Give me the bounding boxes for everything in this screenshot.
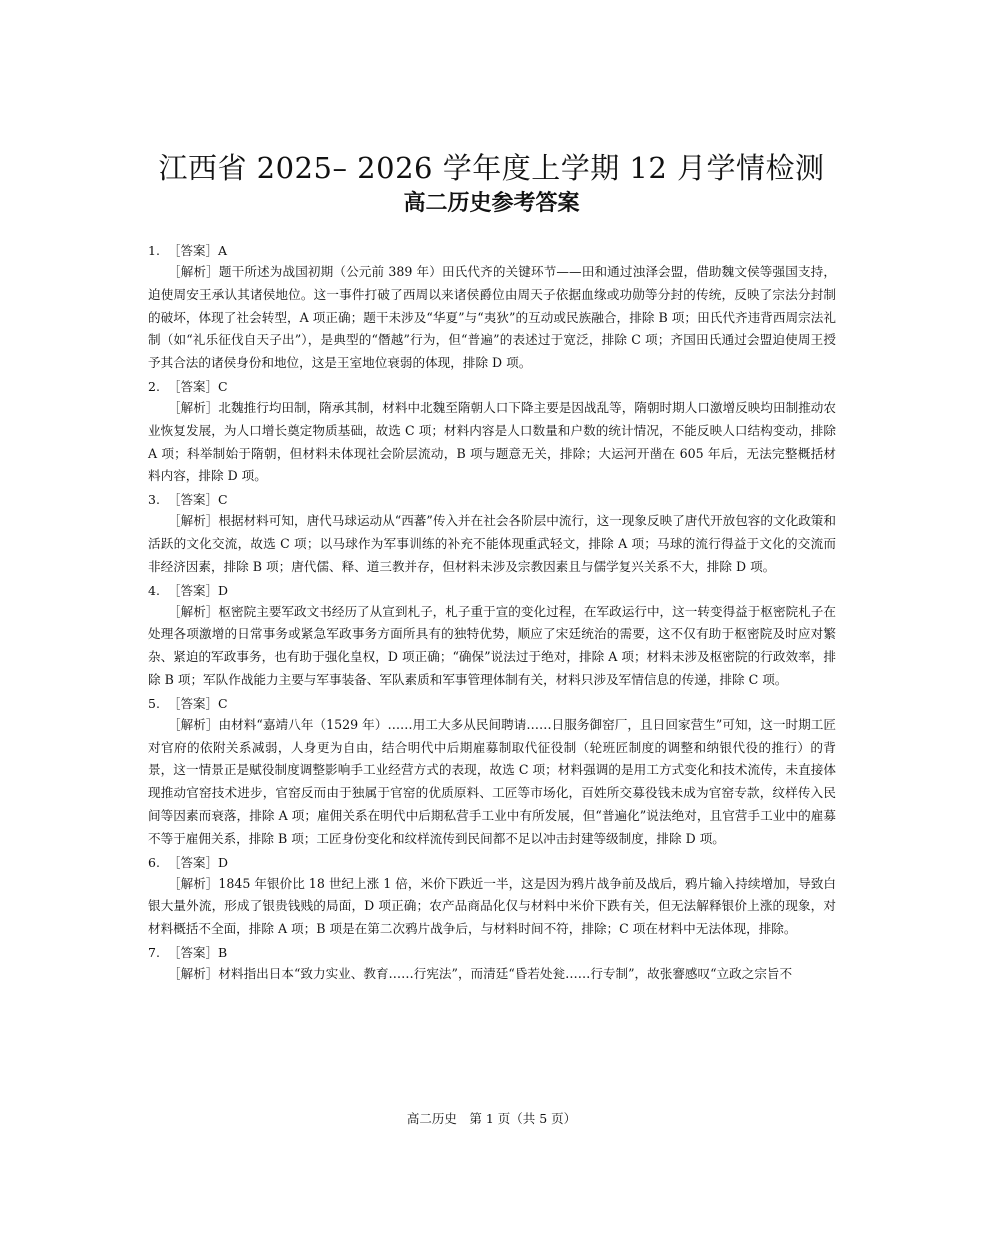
question-number: 4.: [148, 582, 160, 598]
question-number: 1.: [148, 243, 160, 258]
question-number: 2.: [148, 378, 160, 394]
answer-line: [148, 489, 836, 510]
question-2: [148, 376, 836, 488]
answer-line: [148, 240, 836, 261]
question-number: 5.: [148, 695, 160, 711]
answer-text: ［答案］D: [168, 582, 229, 598]
question-7: [148, 942, 836, 986]
question-1: [148, 240, 836, 375]
analysis-text: ［解析］北魏推行均田制，隋承其制，材料中北魏至隋朝人口下降主要是因战乱等，隋朝时期人口激增反映均田制推动农业恢复发展，为人口增长奠定物质基础，故选 C 项；材料内容是人口数量和户数的统计情况，不能反映人口结构变动，排除 A 项；科举制始于隋朝，但材料未体现社会阶层流动，B 项与题意无关，排除；大运河开凿在 605 年后，无法完整概括材料内容，排除 D 项。: [148, 399, 836, 484]
page-title: 江西省 2025– 2026 学年度上学期 12 月学情检测: [158, 151, 825, 185]
answer-text: ［答案］C: [168, 378, 228, 394]
question-number: 3.: [148, 492, 160, 508]
question-number: 7.: [148, 944, 160, 960]
question-4: [148, 580, 836, 692]
answer-text: ［答案］D: [168, 854, 229, 870]
answer-line: [148, 376, 836, 397]
answer-text: ［答案］A: [168, 243, 228, 258]
page-footer: 高二历史 第 1 页（共 5 页）: [406, 1111, 577, 1126]
analysis-text: ［解析］根据材料可知，唐代马球运动从“西蕃”传入并在社会各阶层中流行，这一现象反映了唐代开放包容的文化政策和活跃的文化交流，故选 C 项；以马球作为军事训练的补充不能体现重武轻文，排除 A 项；马球的流行得益于文化的交流而非经济因素，排除 B 项；唐代儒、释、道三教并存，但材料未涉及宗教因素且与儒学复兴关系不大，排除 D 项。: [148, 513, 836, 574]
answer-text: ［答案］C: [168, 695, 228, 711]
analysis-text: ［解析］由材料“嘉靖八年（1529 年）……用工大多从民间聘请……日服务御窑厂，且日回家营生”可知，这一时期工匠对官府的依附关系减弱，人身更为自由，结合明代中后期雇募制取代征役制（轮班匠制度的调整和纳银代役的推行）的背景，这一情景正是赋役制度调整影响手工业经营方式的表现，故选 C 项；材料强调的是用工方式变化和技术流传，未直接体现推动官窑技术进步，官窑反而由于独属于官窑的优质原料、工匠等市场化，百姓所交募役钱未成为官窑专款，纹样传入民间等因素而衰落，排除 A 项；雇佣关系在明代中后期私营手工业中有所发展，但“普遍化”说法绝对，且官营手工业中的雇募不等于雇佣关系，排除 B 项；工匠身份变化和纹样流传到民间都不足以冲击封建等级制度，排除 D 项。: [148, 716, 836, 846]
answer-line: [148, 580, 836, 601]
analysis-text: ［解析］1845 年银价比 18 世纪上涨 1 倍，米价下跌近一半，这是因为鸦片战争前及战后，鸦片输入持续增加，导致白银大量外流，形成了银贵钱贱的局面，D 项正确；农产品商品化仅与材料中米价下跌有关，但无法解释银价上涨的现象，对材料概括不全面，排除 A 项；B 项是在第二次鸦片战争后，与材料时间不符，排除；C 项在材料中无法体现，排除。: [148, 875, 837, 937]
answer-text: ［答案］C: [168, 492, 228, 508]
analysis-text: ［解析］题干所述为战国初期（公元前 389 年）田氏代齐的关键环节——田和通过浊泽会盟，借助魏文侯等强国支持，迫使周安王承认其诸侯地位。这一事件打破了西周以来诸侯爵位由周天子依据血缘或功勋等分封的传统，反映了宗法分封制的破坏，体现了社会转型，A 项正确；题干未涉及“华夏”与“夷狄”的互动或民族融合，排除 B 项；田氏代齐违背西周宗法礼制（如“礼乐征伐自天子出”），是典型的“僭越”行为，但“普遍”的表述过于宽泛，排除 C 项；齐国田氏通过会盟迫使周王授予其合法的诸侯身份和地位，这是王室地位衰弱的体现，排除 D 项。: [148, 264, 836, 371]
question-6: [148, 852, 836, 941]
question-number: 6.: [148, 854, 160, 870]
answer-line: [148, 852, 836, 873]
answer-text: ［答案］B: [168, 944, 228, 960]
answer-line: [148, 942, 836, 963]
page-subtitle: 高二历史参考答案: [403, 191, 580, 216]
question-5: [148, 693, 836, 851]
analysis-text: ［解析］材料指出日本“致力实业、教育……行宪法”，而清廷“昏若处瓮……行专制”，故张謇感叹“立政之宗旨不: [168, 965, 793, 981]
answer-line: [148, 693, 836, 714]
analysis-text: ［解析］枢密院主要军政文书经历了从宣到札子，札子重于宣的变化过程，在军政运行中，这一转变得益于枢密院札子在处理各项激增的日常事务或紧急军政事务方面所具有的独特优势，顺应了宋廷统治的需要，这不仅有助于枢密院及时应对繁杂、紧迫的军政事务，也有助于强化皇权，D 项正确；“确保”说法过于绝对，排除 A 项；材料未涉及枢密院的行政效率，排除 B 项；军队作战能力主要与军事装备、军队素质和军事管理体制有关，材料只涉及军情信息的传递，排除 C 项。: [148, 603, 836, 687]
answers-list: [148, 240, 836, 987]
question-3: [148, 489, 836, 578]
